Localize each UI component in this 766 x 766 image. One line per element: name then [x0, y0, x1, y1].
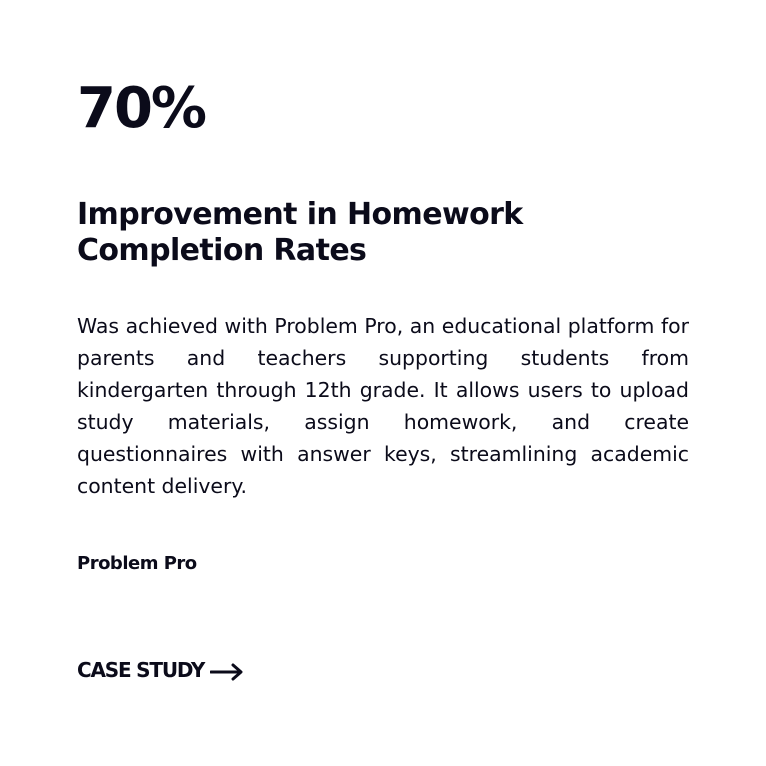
headline [77, 197, 637, 269]
headline-line-1: Improvement in Homework [77, 197, 523, 232]
client-name: Problem Pro [77, 553, 197, 574]
headline-line-2: Completion Rates [77, 233, 367, 268]
stat-value: 70% [77, 76, 206, 141]
case-study-label: CASE STUDY [77, 658, 205, 682]
case-study-link[interactable] [77, 656, 244, 684]
description: Was achieved with Problem Pro, an educational platform for parents and teachers supporting students from kindergarten through 12th grade. It allows users to upload study materials, assign homework, and create questionnaires with answer keys, streamlining academic content delivery. [77, 314, 689, 498]
arrow-right-icon [210, 662, 244, 682]
